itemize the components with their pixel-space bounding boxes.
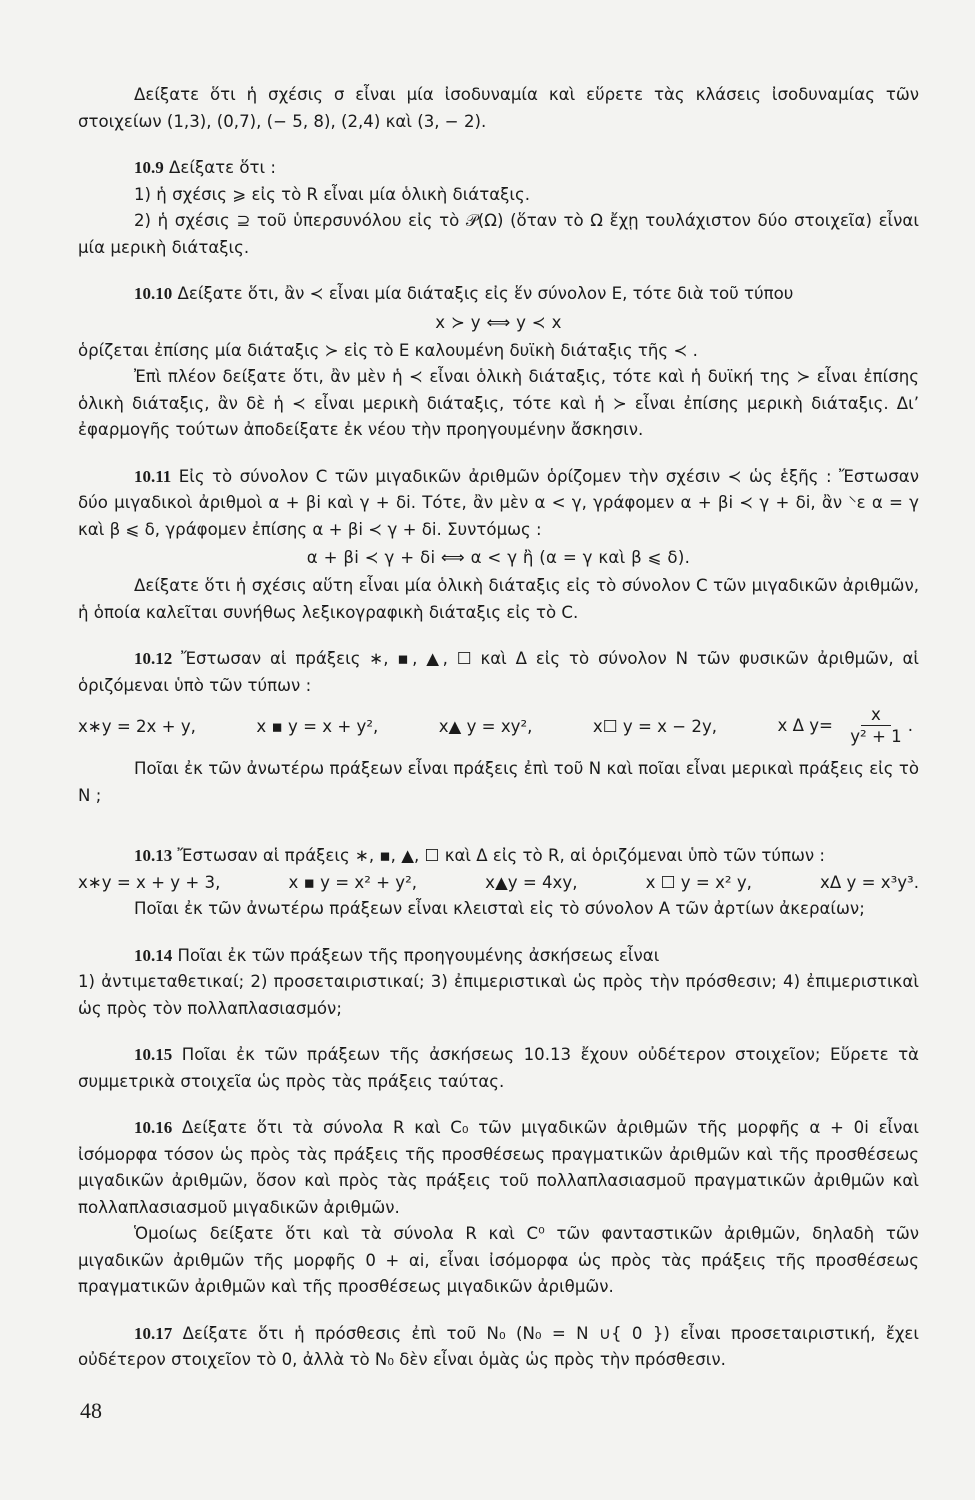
exercise-number: 10.12	[134, 649, 173, 668]
formula-delta-lhs: x Δ y=	[777, 716, 833, 735]
exercise-text	[78, 1042, 919, 1095]
exercise-text: Ὁμοίως δείξατε ὅτι καὶ τὰ σύνολα R καὶ C⁰ τῶν φανταστικῶν ἀριθμῶν, δηλαδὴ τῶν μιγαδικῶν ἀριθμῶν τῆς μορφῆς 0 + αi, εἶναι ἰσόμορφα ὡς πρὸς τὰς πράξεις τῆς προσθέσεως πραγματικῶν ἀριθμῶν καὶ τῆς προσθέσεως μιγαδικῶν ἀριθμῶν.	[78, 1224, 919, 1296]
operations-formulas	[78, 705, 919, 748]
intro-paragraph: Δείξατε ὅτι ἡ σχέσις σ εἶναι μία ἰσοδυναμία καὶ εὕρετε τὰς κλάσεις ἰσοδυναμίας τῶν στοιχείων (1,3), (0,7), (− 5, 8), (2,4) καὶ (3, − 2).	[78, 85, 919, 131]
exercise-text	[78, 1321, 919, 1374]
formula-delta	[777, 705, 913, 748]
exercise-number: 10.17	[134, 1323, 173, 1343]
fraction-denominator: y² + 1	[850, 727, 902, 746]
exercise-10-10	[78, 281, 919, 444]
exercise-body: Ποῖαι ἐκ τῶν πράξεων τῆς ἀσκήσεως 10.13 ἔχουν οὐδέτερον στοιχεῖον; Εὕρετε τὰ συμμετρικὰ στοιχεῖα ὡς πρὸς τὰς πράξεις ταύτας.	[78, 1045, 919, 1091]
exercise-10-15	[78, 1042, 919, 1095]
exercise-text: Δείξατε ὅτι ἡ σχέσις αὕτη εἶναι μία ὁλικὴ διάταξις εἰς τὸ σύνολον C τῶν μιγαδικῶν ἀριθμῶν, ἡ ὁποία καλεῖται συνήθως λεξικογραφικὴ διάταξις εἰς τὸ C.	[78, 576, 919, 622]
formula-triangle: x▲ y = xy²,	[438, 716, 533, 736]
exercise-lead-text: Δείξατε ὅτι, ἂν ≺ εἶναι μία διάταξις εἰς ἕν σύνολον E, τότε διὰ τοῦ τύπου	[177, 284, 794, 303]
exercise-items: 1) ἀντιμεταθετικαί; 2) προσεταιριστικαί; 3) ἐπιμεριστικαὶ ὡς πρὸς τὴν πρόσθεσιν; 4) ἐπιμεριστικαὶ ὡς πρὸς τὸν πολλαπλασιασμόν;	[78, 972, 919, 1018]
page-number: 48	[80, 1398, 102, 1423]
formula-star: x∗y = x + y + 3,	[78, 872, 221, 892]
exercise-lead-text: Ποῖαι ἐκ τῶν πράξεων τῆς προηγουμένης ἀσκήσεως εἶναι	[177, 945, 660, 965]
exercise-item: 2) ἡ σχέσις ⊇ τοῦ ὑπερσυνόλου εἰς τὸ 𝒫(Ω) (ὅταν τὸ Ω ἔχῃ τουλάχιστον δύο στοιχεῖα) εἶναι μία μερικὴ διάταξις.	[78, 211, 919, 257]
exercise-number: 10.9	[134, 158, 164, 177]
operations-formulas	[78, 870, 919, 897]
exercise-question: Ποῖαι ἐκ τῶν ἀνωτέρω πράξεων εἶναι πράξεις ἐπὶ τοῦ N καὶ ποῖαι εἶναι μερικαὶ πράξεις εἰς τὸ N ;	[78, 759, 919, 805]
exercise-text: ὁρίζεται ἐπίσης μία διάταξις ≻ εἰς τὸ E καλουμένη δυϊκὴ διάταξις τῆς ≺ .	[78, 340, 698, 360]
display-formula: x ≻ y ⟺ y ≺ x	[435, 312, 562, 332]
exercise-lead	[78, 843, 919, 870]
formula-triangle: x▲y = 4xy,	[485, 872, 578, 892]
exercise-lead-text: Εἰς τὸ σύνολον C τῶν μιγαδικῶν ἀριθμῶν ὁρίζομεν τὴν σχέσιν ≺ ὡς ἑξῆς : Ἔστωσαν δύο μιγαδικοὶ ἀριθμοὶ α + βi καὶ γ + δi. Τότε, ἂν μὲν α < γ, γράφομεν α + βi ≺ γ + δi, ἂν ⸌ε α = γ καὶ β ⩽ δ, γράφομεν ἐπίσης α + βi ≺ γ + δi. Συντόμως :	[78, 466, 919, 539]
exercise-number: 10.14	[134, 945, 173, 965]
exercise-lead	[78, 281, 919, 308]
formula-delta: xΔ y = x³y³.	[820, 872, 919, 892]
fraction-numerator: x	[861, 705, 891, 726]
exercise-lead	[78, 943, 919, 970]
exercise-number: 10.16	[134, 1118, 173, 1137]
exercise-number: 10.13	[134, 846, 173, 865]
exercise-number: 10.10	[134, 284, 173, 303]
exercise-10-17	[78, 1321, 919, 1374]
exercise-lead-text: Ἔστωσαν αἱ πράξεις ∗, ▪, ▲, ☐ καὶ Δ εἰς τὸ σύνολον N τῶν φυσικῶν ἀριθμῶν, αἱ ὁριζόμεναι ὑπὸ τῶν τύπων :	[78, 649, 920, 695]
formula-end: .	[907, 716, 913, 735]
exercise-number: 10.15	[134, 1045, 173, 1064]
formula-square-dot: x ▪ y = x² + y²,	[288, 872, 418, 892]
exercise-text: Ἐπὶ πλέον δείξατε ὅτι, ἂν μὲν ἡ ≺ εἶναι ὁλικὴ διάταξις, τότε καὶ ἡ δυϊκή της ≻ εἶναι ἐπίσης ὁλικὴ διάταξις, ἂν δὲ ἡ ≺ εἶναι μερικὴ διάταξις, τότε καὶ ἡ ≻ εἶναι ἐπίσης μερικὴ διάταξις. Δι’ ἐφαρμογῆς τούτων ἀποδείξατε ἐκ νέου τὴν προηγουμένην ἄσκησιν.	[78, 367, 919, 439]
exercise-lead-text: Ἔστωσαν αἱ πράξεις ∗, ▪, ▲, ☐ καὶ Δ εἰς τὸ R, αἱ ὁριζόμεναι ὑπὸ τῶν τύπων :	[177, 846, 826, 865]
exercise-text	[78, 1115, 919, 1221]
formula-box: x☐ y = x − 2y,	[592, 716, 718, 736]
exercise-lead-text: Δείξατε ὅτι :	[169, 158, 277, 177]
exercise-10-14	[78, 943, 919, 1023]
exercise-item: 1) ἡ σχέσις ⩾ εἰς τὸ R εἶναι μία ὁλικὴ διάταξις.	[134, 184, 531, 204]
exercise-10-12	[78, 646, 919, 809]
exercise-10-13	[78, 843, 919, 923]
formula-star: x∗y = 2x + y,	[78, 716, 196, 736]
exercise-10-9	[78, 155, 919, 261]
exercise-lead	[78, 646, 919, 699]
formula-square-dot: x ▪ y = x + y²,	[256, 716, 379, 736]
exercise-question: Ποῖαι ἐκ τῶν ἀνωτέρω πράξεων εἶναι κλεισταὶ εἰς τὸ σύνολον A τῶν ἀρτίων ἀκεραίων;	[134, 899, 865, 918]
exercise-number: 10.11	[134, 466, 172, 486]
exercise-body: Δείξατε ὅτι τὰ σύνολα R καὶ C₀ τῶν μιγαδικῶν ἀριθμῶν τῆς μορφῆς α + 0i εἶναι ἰσόμορφα τόσον ὡς πρὸς τὰς πράξεις τῆς προσθέσεως πραγματικῶν ἀριθμῶν καὶ τῆς προσθέσεως μιγαδικῶν ἀριθμῶν, ὅσον καὶ πρὸς τὰς πράξεις τοῦ πολλαπλασιασμοῦ πραγματικῶν ἀριθμῶν καὶ πολλαπλασιασμοῦ μιγαδικῶν ἀριθμῶν.	[78, 1118, 919, 1217]
fraction	[844, 705, 907, 748]
exercise-10-11	[78, 464, 919, 627]
exercise-body: Δείξατε ὅτι ἡ πρόσθεσις ἐπὶ τοῦ N₀ (N₀ = N ∪{ 0 }) εἶναι προσεταιριστική, ἔχει οὐδέτερον στοιχεῖον τὸ 0, ἀλλὰ τὸ N₀ δὲν εἶναι ὁμὰς ὡς πρὸς τὴν πρόσθεσιν.	[78, 1323, 919, 1369]
display-formula: α + βi ≺ γ + δi ⟺ α < γ ἢ (α = γ καὶ β ⩽ δ).	[306, 548, 691, 567]
formula-box: x ☐ y = x² y,	[645, 872, 752, 892]
exercise-lead	[78, 464, 919, 544]
exercise-lead	[78, 155, 919, 182]
exercise-10-16	[78, 1115, 919, 1301]
